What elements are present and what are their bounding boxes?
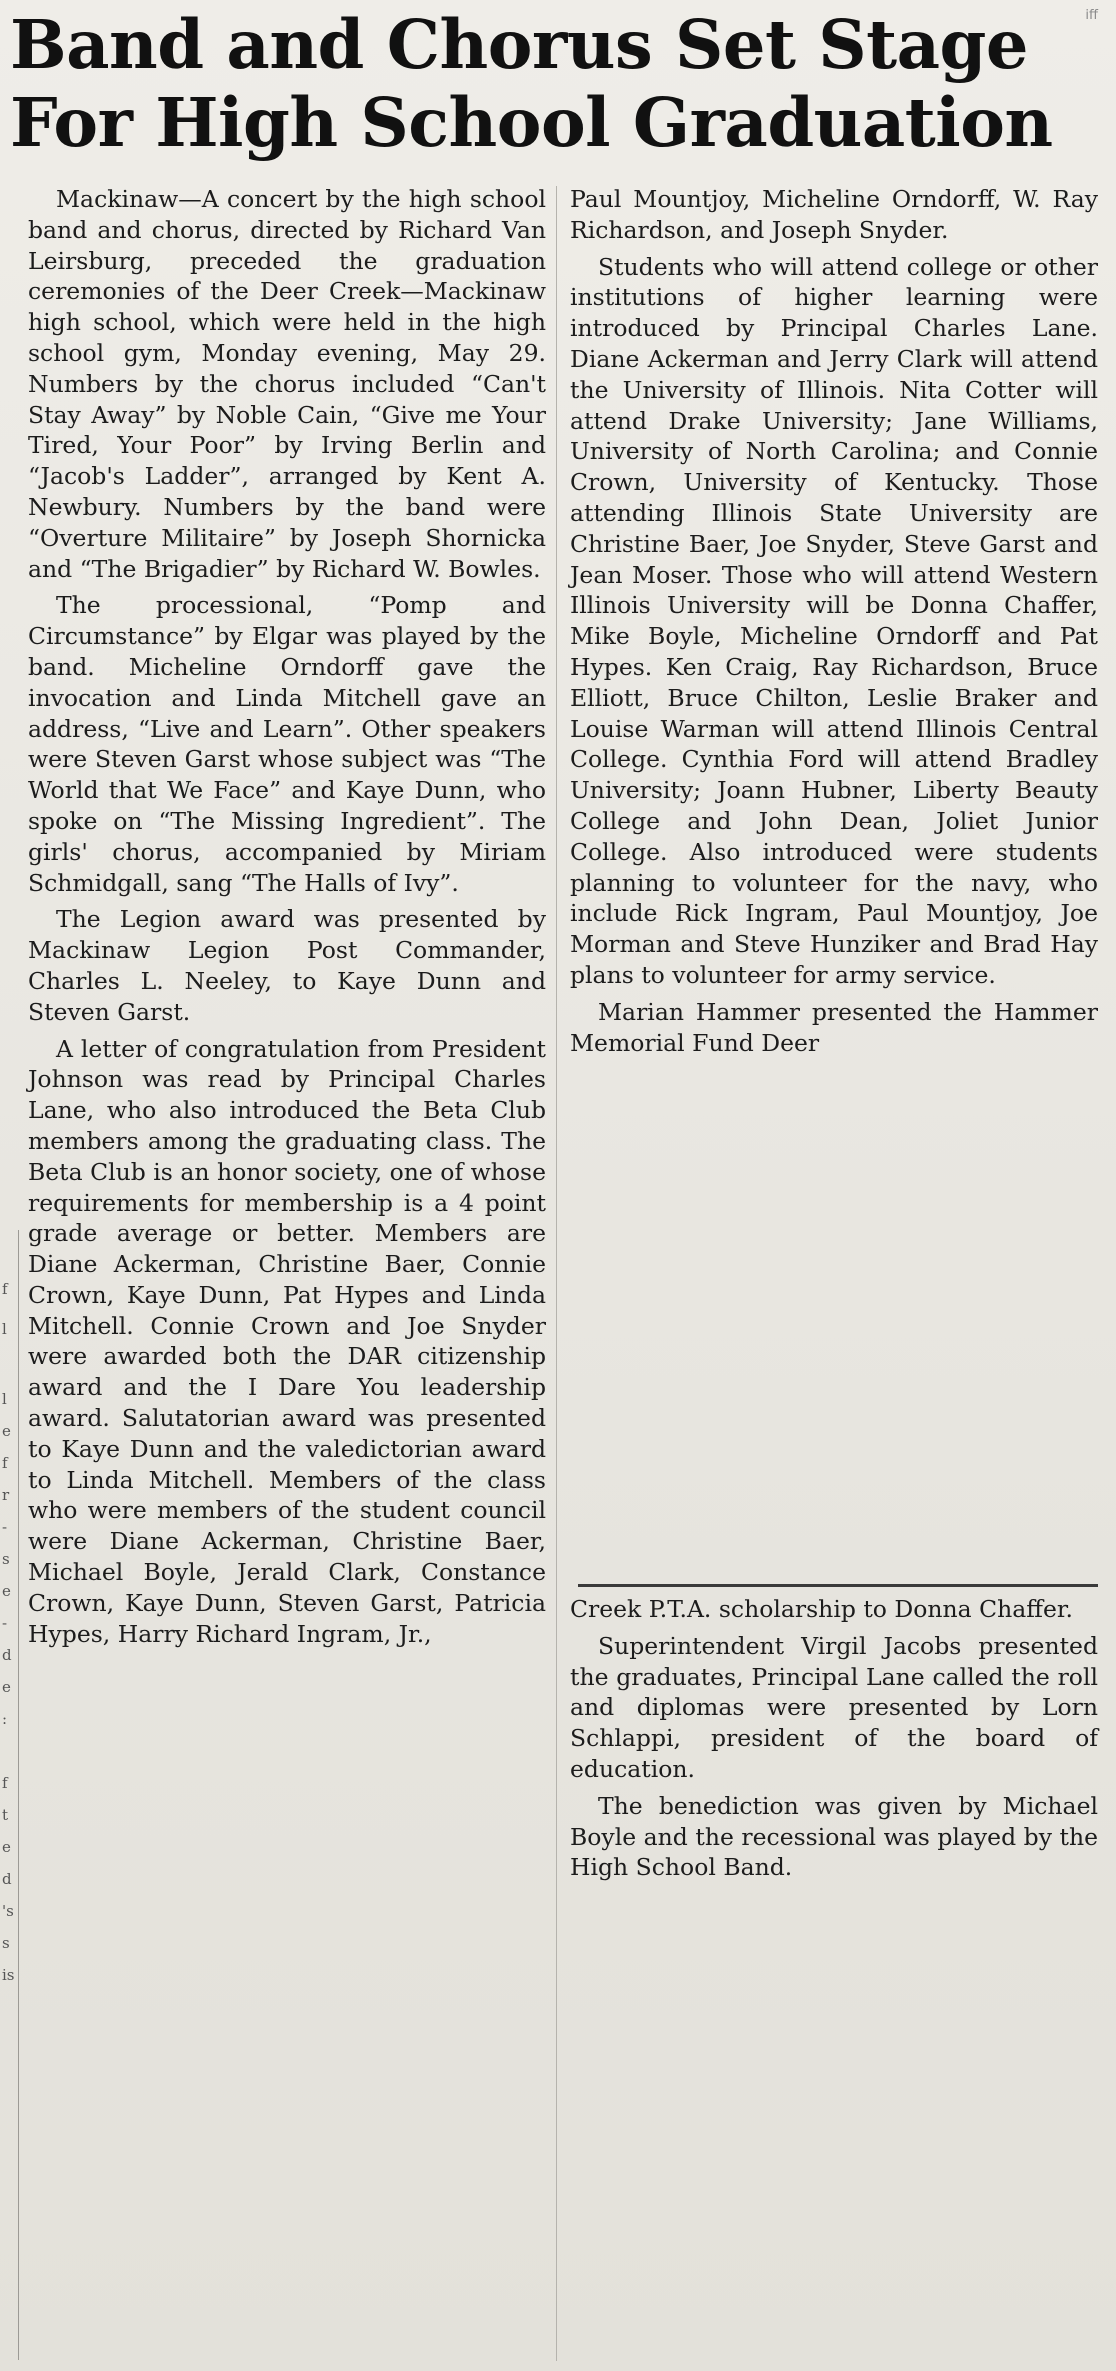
- right-column-lower: [570, 1594, 1098, 1889]
- margin-fragment: s: [2, 1934, 10, 1952]
- column-divider: [556, 186, 557, 2361]
- margin-fragment: f: [2, 1280, 8, 1298]
- paragraph-diplomas: Superintendent Virgil Jacobs presented the graduates, Principal Lane called the roll and diplomas were presented by Lorn Schlappi, president of the board of education.: [570, 1631, 1098, 1783]
- paragraph-college-plans: Students who will attend college or other institutions of higher learning were introduced by Principal Charles Lane. Diane Ackerman and Jerry Clark will attend the University of Illinois. Nita Cotter will attend Drake University; Jane Williams, University of North Carolina; and Connie Crown, University of Kentucky. Those attending Illinois State University are Christine Baer, Joe Snyder, Steve Garst and Jean Moser. Those who will attend Western Illinois University will be Donna Chaffer, Mike Boyle, Micheline Orndorff and Pat Hypes. Ken Craig, Ray Richardson, Bruce Elliott, Bruce Chilton, Leslie Braker and Louise Warman will attend Illinois Central College. Cynthia Ford will attend Bradley University; Joann Hubner, Liberty Beauty College and John Dean, Joliet Junior College. Also introduced were students planning to volunteer for the navy, who include Rick Ingram, Paul Mountjoy, Joe Morman and Steve Hunziker and Brad Hay plans to volunteer for army service.: [570, 252, 1098, 989]
- margin-fragment: is: [2, 1966, 15, 1984]
- paragraph-benediction: The benediction was given by Michael Boyle and the recessional was played by the High School Band.: [570, 1791, 1098, 1882]
- margin-fragment: d: [2, 1870, 12, 1888]
- paragraph-hammer-fund: Marian Hammer presented the Hammer Memorial Fund Deer: [570, 997, 1098, 1057]
- left-column: [28, 184, 546, 1655]
- headline-line-1: Band and Chorus Set Stage: [10, 5, 1029, 84]
- right-column: [570, 184, 1098, 1064]
- margin-fragment: l: [2, 1390, 7, 1408]
- paragraph-scholarship-continued: Creek P.T.A. scholarship to Donna Chaffer.: [570, 1595, 1074, 1623]
- margin-fragment: l: [2, 1320, 7, 1338]
- paragraph-beta-club: A letter of congratulation from President Johnson was read by Principal Charles Lane, who also introduced the Beta Club members among the graduating class. The Beta Club is an honor society, one of whose requirements for membership is a 4 point grade average or better. Members are Diane Ackerman, Christine Baer, Connie Crown, Kaye Dunn, Pat Hypes and Linda Mitchell. Connie Crown and Joe Snyder were awarded both the DAR citizenship award and the I Dare You leadership award. Salutatorian award was presented to Kaye Dunn and the valedictorian award to Linda Mitchell. Members of the class who were members of the student council were Diane Ackerman, Christine Baer, Michael Boyle, Jerald Clark, Constance Crown, Kaye Dunn, Steven Garst, Patricia Hypes, Harry Richard Ingram, Jr.,: [28, 1034, 546, 1648]
- margin-fragment: e: [2, 1422, 11, 1440]
- margin-fragment: t: [2, 1806, 9, 1824]
- margin-fragment: d: [2, 1646, 12, 1664]
- paragraph-processional: The processional, “Pomp and Circumstance” by Elgar was played by the band. Micheline Orndorff gave the invocation and Linda Mitchell gave an address, “Live and Learn”. Other speakers were Steven Garst whose subject was “The World that We Face” and Kaye Dunn, who spoke on “The Missing Ingredient”. The girls' chorus, accompanied by Miriam Schmidgall, sang “The Halls of Ivy”.: [28, 591, 546, 897]
- margin-fragment: e: [2, 1838, 11, 1856]
- paragraph-concert: Mackinaw—A concert by the high school band and chorus, directed by Richard Van Leirsburg, preceded the graduation ceremonies of the Deer Creek—Mackinaw high school, which were held in the high school gym, Monday evening, May 29. Numbers by the chorus included “Can't Stay Away” by Noble Cain, “Give me Your Tired, Your Poor” by Irving Berlin and “Jacob's Ladder”, arranged by Kent A. Newbury. Numbers by the band were “Overture Militaire” by Joseph Shornicka and “The Brigadier” by Richard W. Bowles.: [28, 185, 546, 583]
- margin-fragment: f: [2, 1774, 8, 1792]
- section-rule: [578, 1584, 1098, 1587]
- headline: [10, 6, 1090, 162]
- margin-fragment: -: [2, 1614, 8, 1632]
- margin-fragment: f: [2, 1454, 8, 1472]
- adjacent-column-fragments: [0, 1200, 16, 2370]
- margin-fragment: s: [2, 1550, 10, 1568]
- margin-fragment: -: [2, 1518, 8, 1536]
- corner-mark: iff: [1085, 8, 1098, 23]
- headline-line-2: For High School Graduation: [10, 83, 1053, 162]
- paragraph-legion-award: The Legion award was presented by Mackinaw Legion Post Commander, Charles L. Neeley, to Kaye Dunn and Steven Garst.: [28, 905, 546, 1026]
- margin-fragment: 's: [2, 1902, 14, 1920]
- margin-fragment: e: [2, 1582, 11, 1600]
- adjacent-clipping-edge: [18, 1230, 19, 2360]
- margin-fragment: r: [2, 1486, 10, 1504]
- margin-fragment: :: [2, 1710, 8, 1728]
- margin-fragment: e: [2, 1678, 11, 1696]
- paragraph-council-continued: Paul Mountjoy, Micheline Orndorff, W. Ray Richardson, and Joseph Snyder.: [570, 185, 1098, 244]
